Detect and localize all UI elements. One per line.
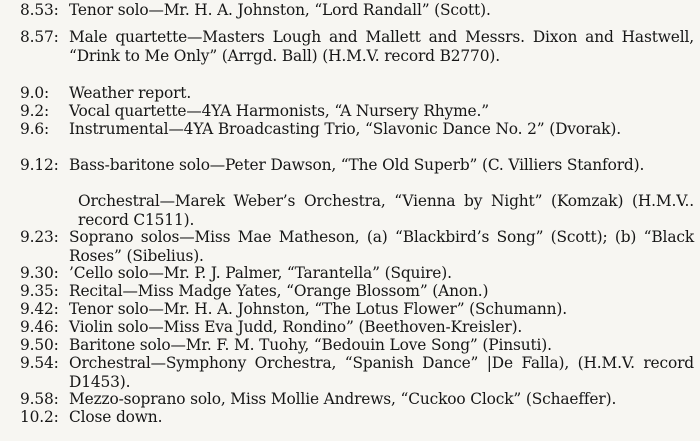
entry-text: Tenor solo—Mr. H. A. Johnston, “The Lotus Flower” (Schumann). (69, 300, 567, 318)
entry-text: Violin solo—Miss Eva Judd, Rondino” (Beethoven-Kreisler). (69, 318, 523, 336)
entry-time: 9.54: (20, 354, 59, 372)
entry-time: 9.23: (20, 228, 59, 246)
entry-time: 8.53: (20, 1, 59, 19)
entry-time: 9.30: (20, 264, 59, 282)
entry-time: 9.42: (20, 300, 59, 318)
entry-time: 9.0: (20, 84, 50, 102)
entry-text: Baritone solo—Mr. F. M. Tuohy, “Bedouin Love Song” (Pinsuti). (69, 336, 552, 354)
entry-time: 9.50: (20, 336, 59, 354)
entry-text: Instrumental—4YA Broadcasting Trio, “Slavonic Dance No. 2” (Dvorak). (69, 120, 621, 138)
entry-text: Recital—Miss Madge Yates, “Orange Blossom” (Anon.) (69, 282, 489, 300)
entry-time: 9.12: (20, 156, 59, 174)
entry-time: 9.6: (20, 120, 50, 138)
entry-text: Bass-baritone solo—Peter Dawson, “The Old Superb” (C. Villiers Stanford). (69, 156, 645, 174)
entry-time: 10.2: (20, 408, 59, 426)
entry-text: ’Cello solo—Mr. P. J. Palmer, “Tarantella” (Squire). (69, 264, 452, 282)
entry-text: Orchestral—Marek Weber’s Orchestra, “Vienna by Night” (Komzak) (H.M.V.. record C1511). (78, 192, 694, 229)
entry-text: Tenor solo—Mr. H. A. Johnston, “Lord Randall” (Scott). (69, 1, 491, 19)
entry-text: Mezzo-soprano solo, Miss Mollie Andrews, “Cuckoo Clock” (Schaeffer). (69, 390, 617, 408)
entry-text: Male quartette—Masters Lough and Mallett and Messrs. Dixon and Hastwell, “Drink to Me Only” (Arrgd. Ball) (H.M.V. record B2770). (69, 28, 694, 65)
entry-text: Weather report. (69, 84, 192, 102)
entry-text: Vocal quartette—4YA Harmonists, “A Nursery Rhyme.” (69, 102, 489, 120)
entry-time: 9.46: (20, 318, 59, 336)
entry-time: 9.58: (20, 390, 59, 408)
entry-time: 9.35: (20, 282, 59, 300)
entry-text: Orchestral—Symphony Orchestra, “Spanish Dance” |De Falla), (H.M.V. record D1453). (69, 354, 694, 391)
entry-text: Close down. (69, 408, 163, 426)
entry-text: Soprano solos—Miss Mae Matheson, (a) “Blackbird’s Song” (Scott); (b) “Black Roses” (Sibelius). (69, 228, 694, 265)
entry-time: 8.57: (20, 28, 59, 46)
entry-time: 9.2: (20, 102, 50, 120)
